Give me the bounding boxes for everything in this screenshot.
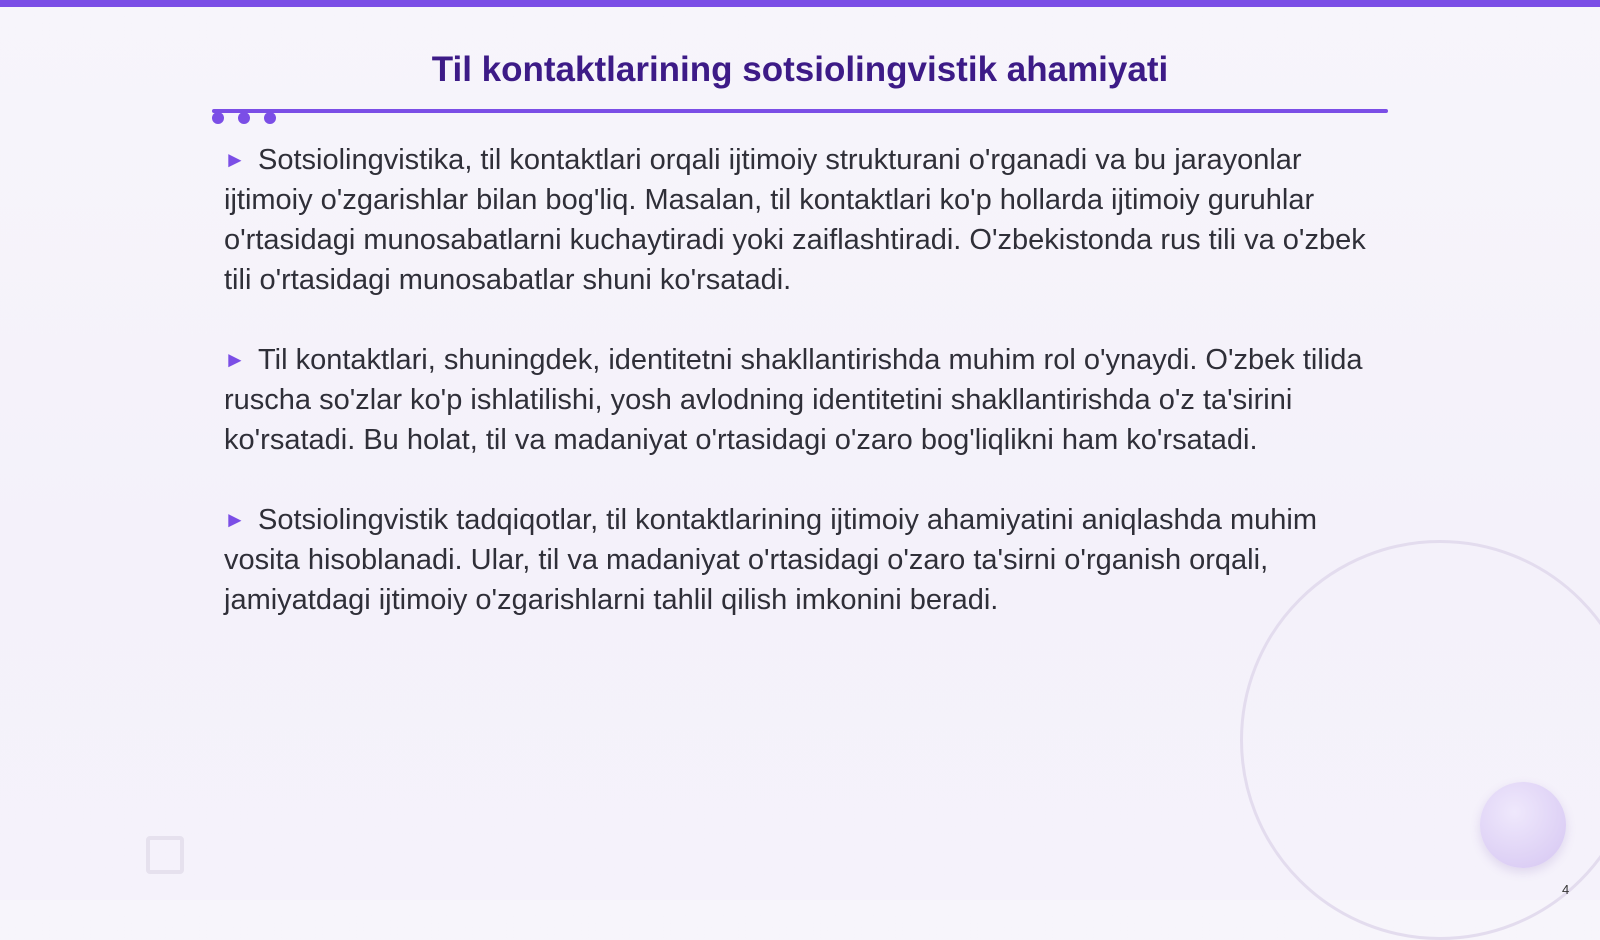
decorative-orb [1480, 782, 1566, 868]
play-triangle-icon: ► [224, 507, 246, 532]
title-underline [212, 109, 1388, 113]
decor-dot [264, 112, 276, 124]
bullet-item [224, 140, 1384, 300]
bullet-item [224, 340, 1384, 460]
bullet-text: Til kontaktlari, shuningdek, identitetni shakllantirishda muhim rol o'ynaydi. O'zbek tilida ruscha so'zlar ko'p ishlatilishi, yosh avlodning identitetini shakllantirishda o'z ta'sirini ko'rsatadi. Bu holat, til va madaniyat o'rtasidagi o'zaro bog'liqlikni ham ko'rsatadi. [224, 344, 1363, 456]
bullet-text: Sotsiolingvistika, til kontaktlari orqali ijtimoiy strukturani o'rganadi va bu jarayonlar ijtimoiy o'zgarishlar bilan bog'liq. Masalan, til kontaktlari ko'p hollarda ijtimoiy guruhlar o'rtasidagi munosabatlarni kuchaytiradi yoki zaiflashtiradi. O'zbekistonda rus tili va o'zbek tili o'rtasidagi munosabatlar shuni ko'rsatadi. [224, 144, 1366, 296]
slide-title: Til kontaktlarining sotsiolingvistik ahamiyati [431, 50, 1169, 89]
decor-dot [212, 112, 224, 124]
play-triangle-icon: ► [224, 147, 246, 172]
slide-body [224, 140, 1384, 660]
play-triangle-icon: ► [224, 347, 246, 372]
top-accent-bar [0, 0, 1600, 7]
decorative-square [146, 836, 184, 874]
bullet-text: Sotsiolingvistik tadqiqotlar, til kontaktlarining ijtimoiy ahamiyatini aniqlashda muhim vosita hisoblanadi. Ular, til va madaniyat o'rtasidagi o'zaro ta'sirni o'rganish orqali, jamiyatdagi ijtimoiy o'zgarishlarni tahlil qilish imkonini beradi. [224, 504, 1318, 616]
bullet-item [224, 500, 1384, 620]
decor-dot [238, 112, 250, 124]
page-number: 4 [1562, 882, 1570, 897]
